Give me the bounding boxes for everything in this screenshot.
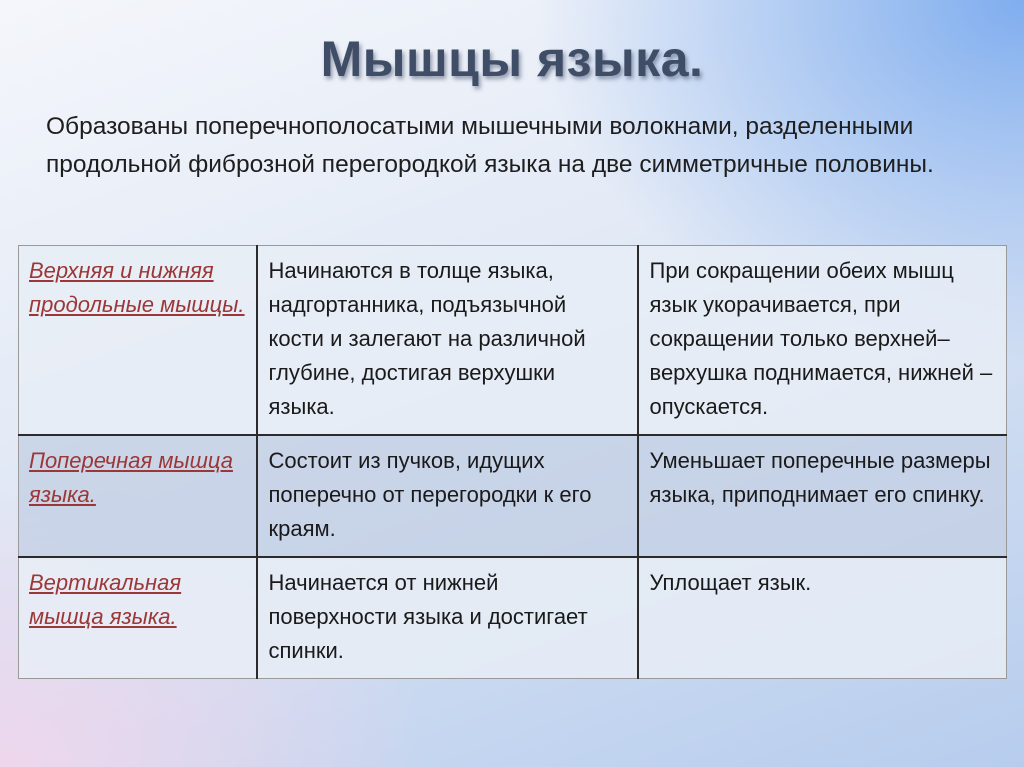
function-cell: Уменьшает поперечные размеры языка, приподнимает его спинку. (638, 435, 1007, 557)
table-row (19, 557, 1007, 679)
muscle-name-cell (19, 435, 257, 557)
function-cell: При сокращении обеих мышц язык укорачивается, при сокращении только верхней– верхушка поднимается, нижней – опускается. (638, 246, 1007, 436)
origin-cell: Начинается от нижней поверхности языка и достигает спинки. (257, 557, 638, 679)
muscle-name-link[interactable]: Поперечная мышца языка. (29, 448, 233, 507)
muscle-name-cell (19, 557, 257, 679)
function-cell: Уплощает язык. (638, 557, 1007, 679)
muscle-name-link[interactable]: Верхняя и нижняя продольные мышцы. (29, 258, 245, 317)
muscle-name-cell (19, 246, 257, 436)
slide-title: Мышцы языка. (320, 31, 704, 87)
table-row (19, 246, 1007, 436)
table-row (19, 435, 1007, 557)
origin-cell: Начинаются в толще языка, надгортанника, подъязычной кости и залегают на различной глубине, достигая верхушки языка. (257, 246, 638, 436)
muscle-name-link[interactable]: Вертикальная мышца языка. (29, 570, 182, 629)
origin-cell: Состоит из пучков, идущих поперечно от перегородки к его краям. (257, 435, 638, 557)
intro-paragraph: Образованы поперечнополосатыми мышечными волокнами, разделенными продольной фиброзной перегородкой языка на две симметричные половины. (46, 113, 934, 178)
muscle-table (18, 245, 1007, 679)
